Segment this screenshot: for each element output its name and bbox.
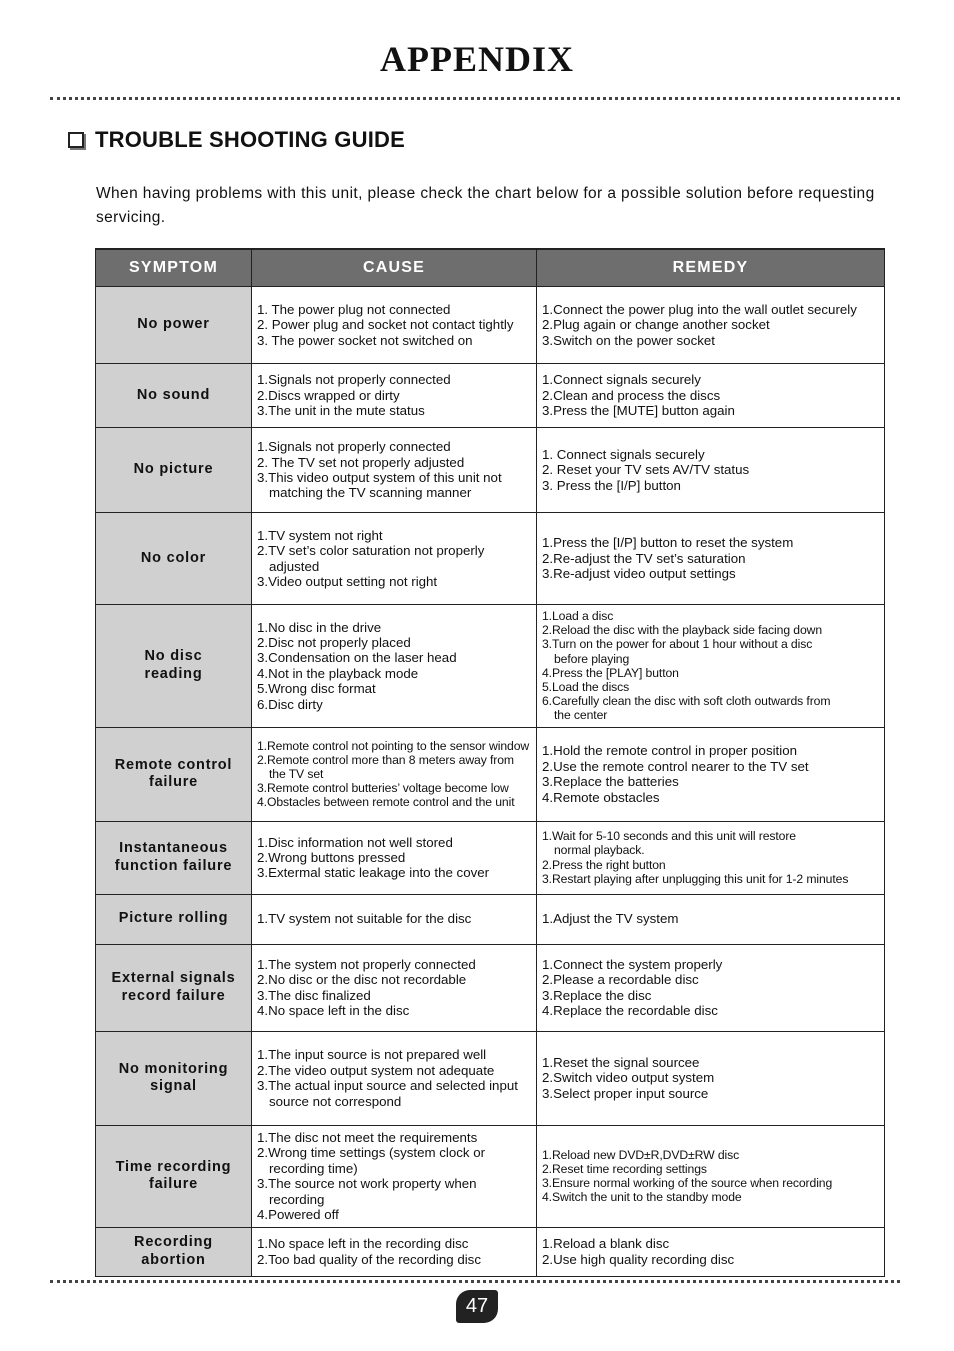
checkbox-icon — [68, 132, 84, 148]
table-row — [96, 605, 885, 728]
remedy-cell-line: 3.Press the [MUTE] button again — [542, 403, 735, 419]
cause-cell — [252, 605, 537, 728]
cause-cell-line: 2. The TV set not properly adjusted — [257, 454, 465, 470]
cause-cell-line: 2.Disc not properly placed — [257, 635, 411, 650]
remedy-cell — [537, 894, 885, 944]
cause-cell-line: 1.Signals not properly connected — [257, 372, 451, 388]
remedy-cell-line: 1.Connect the system properly — [542, 956, 723, 972]
cause-cell — [252, 1125, 537, 1227]
remedy-cell-line: 4.Switch the unit to the standby mode — [542, 1190, 742, 1205]
remedy-cell-line: 3. Press the [I/P] button — [542, 477, 681, 493]
cause-cell — [252, 513, 537, 605]
bottom-dotted-divider — [50, 1280, 900, 1283]
cause-cell-line: 1.The disc not meet the requirements — [257, 1129, 478, 1145]
remedy-cell — [537, 727, 885, 821]
cause-cell-line: the TV set — [269, 767, 324, 782]
intro-text: When having problems with this unit, please check the chart below for a possible solution before requesting servicing. — [96, 185, 875, 226]
remedy-cell — [537, 513, 885, 605]
symptom-cell — [96, 605, 252, 728]
symptom-cell-line: No power — [137, 316, 210, 333]
cause-cell-line: 5.Wrong disc format — [257, 681, 376, 697]
cause-cell-line: 1.TV system not right — [257, 527, 383, 543]
cause-cell — [252, 821, 537, 894]
symptom-cell-line: Time recording — [115, 1158, 232, 1175]
remedy-cell-line: 1.Reset the signal sourcee — [542, 1055, 700, 1071]
cause-cell-line: 1.Remote control not pointing to the sensor window — [257, 738, 530, 753]
symptom-cell-line: No disc — [144, 648, 203, 665]
remedy-cell — [537, 1125, 885, 1227]
cause-cell-line: 2. Power plug and socket not contact tightly — [257, 317, 514, 333]
remedy-cell-line: 2. Reset your TV sets AV/TV status — [542, 462, 750, 478]
symptom-cell-line: No picture — [133, 461, 214, 478]
remedy-cell-line: 3.Select proper input source — [542, 1085, 709, 1101]
table-row — [96, 1125, 885, 1227]
symptom-cell-line: record failure — [121, 987, 226, 1004]
symptom-cell-line: Instantaneous — [119, 840, 228, 857]
remedy-cell-line: 1.Load a disc — [542, 609, 614, 623]
symptom-cell-line: abortion — [141, 1251, 206, 1268]
remedy-cell-line: 3.Replace the disc — [542, 987, 652, 1003]
remedy-cell — [537, 428, 885, 513]
remedy-cell-line: 2.Reset time recording settings — [542, 1161, 707, 1176]
table-row — [96, 287, 885, 364]
remedy-cell — [537, 821, 885, 894]
remedy-cell — [537, 364, 885, 428]
cause-cell-line: recording time) — [269, 1160, 358, 1176]
symptom-cell-line: failure — [148, 774, 199, 791]
cause-cell-line: 4.Not in the playback mode — [257, 665, 419, 681]
cause-cell — [252, 364, 537, 428]
remedy-cell-line: 1.Hold the remote control in proper position — [542, 743, 797, 759]
cause-cell-line: 3.The source not work property when — [257, 1176, 477, 1192]
top-dotted-divider — [50, 97, 900, 100]
symptom-cell — [96, 513, 252, 605]
remedy-cell-line: 6.Carefully clean the disc with soft cloth outwards from — [542, 694, 831, 709]
cause-cell-line: recording — [269, 1191, 325, 1207]
cause-cell-line: 1.Disc information not well stored — [257, 834, 453, 850]
symptom-cell-line: reading — [144, 665, 203, 682]
remedy-cell-line: 4.Replace the recordable disc — [542, 1003, 718, 1019]
symptom-cell — [96, 428, 252, 513]
cause-cell-line: matching the TV scanning manner — [269, 485, 472, 501]
table-row — [96, 513, 885, 605]
cause-cell-line: 1.The input source is not prepared well — [257, 1047, 487, 1063]
header-symptom: SYMPTOM — [96, 249, 252, 287]
remedy-cell-line: 2.Use high quality recording disc — [542, 1251, 735, 1267]
header-cause: CAUSE — [252, 249, 537, 287]
remedy-cell-line: 1.Reload new DVD±R,DVD±RW disc — [542, 1147, 740, 1162]
troubleshooting-table — [95, 248, 885, 1277]
remedy-cell-line: 1.Connect the power plug into the wall outlet securely — [542, 301, 857, 317]
remedy-cell — [537, 287, 885, 364]
table-row — [96, 894, 885, 944]
remedy-cell-line: 3.Restart playing after unplugging this unit for 1-2 minutes — [542, 871, 849, 886]
symptom-cell-line: Picture rolling — [118, 910, 229, 927]
remedy-cell-line: 2.Switch video output system — [542, 1070, 715, 1086]
cause-cell — [252, 727, 537, 821]
cause-cell — [252, 944, 537, 1031]
cause-cell-line: 3.Condensation on the laser head — [257, 650, 457, 666]
remedy-cell-line: 1.Reload a blank disc — [542, 1236, 670, 1252]
cause-cell-line: 3.The actual input source and selected input — [257, 1078, 518, 1094]
symptom-cell — [96, 1031, 252, 1125]
cause-cell-line: 2.Wrong buttons pressed — [257, 849, 406, 865]
remedy-cell-line: the center — [554, 708, 608, 723]
remedy-cell-line: 1.Adjust the TV system — [542, 911, 679, 927]
symptom-cell — [96, 287, 252, 364]
remedy-cell-line: 3.Turn on the power for about 1 hour without a disc — [542, 637, 813, 652]
remedy-cell-line: 4.Press the [PLAY] button — [542, 665, 679, 680]
cause-cell-line: 1. The power plug not connected — [257, 301, 451, 317]
symptom-cell — [96, 727, 252, 821]
table-row — [96, 727, 885, 821]
symptom-cell-line: signal — [150, 1078, 197, 1095]
cause-cell-line: 4.No space left in the disc — [257, 1003, 410, 1019]
section-title: TROUBLE SHOOTING GUIDE — [95, 127, 405, 152]
cause-cell-line: 4.Obstacles between remote control and the unit — [257, 795, 515, 810]
cause-cell-line: 2.Too bad quality of the recording disc — [257, 1251, 481, 1267]
symptom-cell-line: Remote control — [114, 756, 233, 773]
cause-cell-line: 1.No space left in the recording disc — [257, 1236, 469, 1252]
symptom-cell — [96, 1125, 252, 1227]
table-row — [96, 821, 885, 894]
remedy-cell-line: normal playback. — [554, 843, 645, 858]
cause-cell-line: 6.Disc dirty — [257, 696, 323, 712]
remedy-cell-line: 1.Connect signals securely — [542, 372, 701, 388]
symptom-cell-line: External signals — [111, 970, 236, 987]
cause-cell-line: 1.TV system not suitable for the disc — [257, 911, 472, 927]
symptom-cell — [96, 1227, 252, 1276]
cause-cell-line: 2.Remote control more than 8 meters away from — [257, 752, 514, 767]
cause-cell-line: 1.The system not properly connected — [257, 956, 476, 972]
cause-cell — [252, 428, 537, 513]
cause-cell-line: adjusted — [269, 558, 320, 574]
cause-cell-line: 2.Wrong time settings (system clock or — [257, 1145, 486, 1161]
remedy-cell-line: 2.Press the right button — [542, 857, 666, 872]
symptom-cell-line: function failure — [114, 857, 233, 874]
cause-cell — [252, 1031, 537, 1125]
symptom-cell-line: failure — [148, 1176, 199, 1193]
remedy-cell-line: 2.Plug again or change another socket — [542, 317, 770, 333]
cause-cell-line: source not correspond — [269, 1093, 402, 1109]
table-row — [96, 364, 885, 428]
symptom-cell-line: Recording — [134, 1234, 213, 1251]
symptom-cell-line: No sound — [136, 386, 211, 403]
cause-cell — [252, 1227, 537, 1276]
cause-cell — [252, 287, 537, 364]
section-header — [68, 127, 405, 153]
cause-cell-line: 3.Remote control butteries’ voltage become low — [257, 781, 509, 796]
header-remedy: REMEDY — [537, 249, 885, 287]
table-row — [96, 944, 885, 1031]
remedy-cell-line: 1. Connect signals securely — [542, 446, 705, 462]
remedy-cell-line: 2.Use the remote control nearer to the TV set — [542, 758, 809, 774]
remedy-cell-line: 2.Re-adjust the TV set’s saturation — [542, 550, 746, 566]
symptom-cell — [96, 944, 252, 1031]
page-number: 47 — [456, 1290, 498, 1323]
symptom-cell — [96, 894, 252, 944]
cause-cell-line: 4.Powered off — [257, 1206, 339, 1222]
remedy-cell-line: 3.Replace the batteries — [542, 774, 679, 790]
cause-cell-line: 2.Discs wrapped or dirty — [257, 387, 400, 403]
remedy-cell — [537, 1031, 885, 1125]
table-row — [96, 1227, 885, 1276]
cause-cell-line: 2.No disc or the disc not recordable — [257, 972, 467, 988]
cause-cell-line: 3. The power socket not switched on — [257, 332, 473, 348]
cause-cell-line: 3.Extermal static leakage into the cover — [257, 865, 490, 881]
cause-cell-line: 2.TV set’s color saturation not properly — [257, 543, 485, 559]
remedy-cell — [537, 944, 885, 1031]
remedy-cell — [537, 605, 885, 728]
symptom-cell — [96, 821, 252, 894]
cause-cell-line: 3.Video output setting not right — [257, 573, 438, 589]
cause-cell-line: 1.No disc in the drive — [257, 619, 382, 635]
remedy-cell-line: 1.Wait for 5-10 seconds and this unit will restore — [542, 829, 796, 844]
remedy-cell-line: 3.Re-adjust video output settings — [542, 566, 736, 582]
remedy-cell-line: 2.Reload the disc with the playback side facing down — [542, 623, 823, 638]
remedy-cell-line: before playing — [554, 651, 630, 666]
remedy-cell-line: 5.Load the discs — [542, 680, 630, 695]
cause-cell-line: 3.This video output system of this unit not — [257, 470, 502, 485]
table-header-row — [96, 249, 885, 287]
remedy-cell-line: 2.Clean and process the discs — [542, 387, 721, 403]
remedy-cell-line: 1.Press the [I/P] button to reset the system — [542, 535, 794, 551]
symptom-cell-line: No monitoring — [118, 1060, 229, 1077]
table-row — [96, 428, 885, 513]
cause-cell-line: 3.The unit in the mute status — [257, 403, 425, 419]
remedy-cell-line: 3.Ensure normal working of the source when recording — [542, 1176, 833, 1191]
table-row — [96, 1031, 885, 1125]
symptom-cell-line: No color — [140, 549, 207, 566]
cause-cell — [252, 894, 537, 944]
cause-cell-line: 3.The disc finalized — [257, 987, 371, 1003]
remedy-cell — [537, 1227, 885, 1276]
remedy-cell-line: 2.Please a recordable disc — [542, 972, 699, 988]
remedy-cell-line: 3.Switch on the power socket — [542, 332, 715, 348]
remedy-cell-line: 4.Remote obstacles — [542, 789, 660, 805]
symptom-cell — [96, 364, 252, 428]
cause-cell-line: 2.The video output system not adequate — [257, 1062, 495, 1078]
cause-cell-line: 1.Signals not properly connected — [257, 439, 451, 455]
page-title: APPENDIX — [380, 39, 574, 79]
